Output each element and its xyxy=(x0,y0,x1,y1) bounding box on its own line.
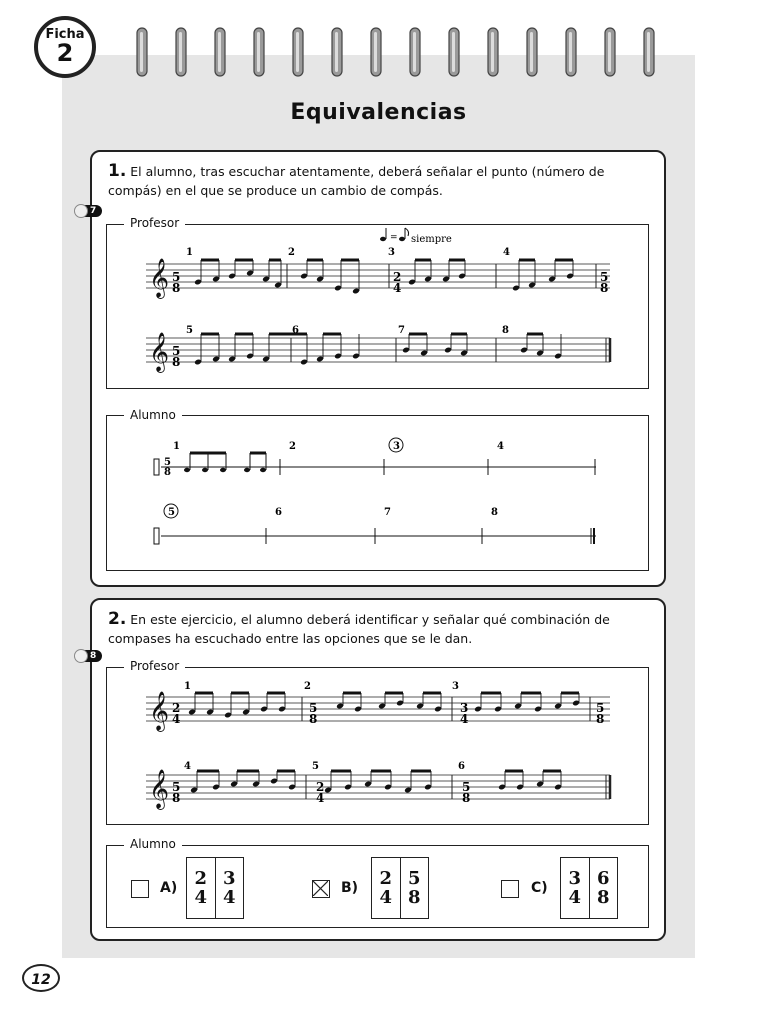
ts-num: 3 xyxy=(222,868,236,889)
option-b-letter: B) xyxy=(341,880,359,896)
ex2-profesor-score xyxy=(106,667,649,825)
measure-number: 6 xyxy=(275,507,282,518)
audio-track-7[interactable] xyxy=(74,204,102,218)
ex1-profesor-label: Profesor xyxy=(124,216,185,230)
option-b-checkbox[interactable] xyxy=(312,880,330,898)
time-sig-bottom: 4 xyxy=(172,712,181,726)
ficha-badge xyxy=(34,16,96,78)
time-sig-top: 5 xyxy=(164,457,171,468)
track-number: 8 xyxy=(84,650,102,662)
ts-num: 3 xyxy=(568,868,582,889)
time-sig-bottom: 8 xyxy=(172,281,181,295)
ex1-profesor-score xyxy=(106,224,649,389)
measure-number: 1 xyxy=(186,247,193,258)
time-sig-top: 5 xyxy=(309,701,318,715)
time-sig-top: 5 xyxy=(596,701,605,715)
binding-ring xyxy=(410,28,420,76)
time-sig-top: 2 xyxy=(172,701,181,715)
staff-line-2 xyxy=(146,332,610,373)
svg-text:𝄞: 𝄞 xyxy=(149,258,170,298)
tempo-marking xyxy=(380,228,452,245)
exercise-2-instruction xyxy=(108,610,653,648)
binding-ring xyxy=(254,28,264,76)
measure-number: 3 xyxy=(393,441,400,452)
time-sig-top: 2 xyxy=(316,780,325,794)
time-sig-top: 5 xyxy=(172,270,181,284)
measure-number: 1 xyxy=(184,681,191,692)
time-sig-bottom: 8 xyxy=(596,712,605,726)
time-sig-bottom: 8 xyxy=(462,791,471,805)
ex2-profesor-label: Profesor xyxy=(124,659,185,673)
measure-number: 8 xyxy=(491,507,498,518)
measure-number: 4 xyxy=(503,247,510,258)
measure-number: 1 xyxy=(173,441,180,452)
binding-ring xyxy=(605,28,615,76)
exercise-1-number: 1. xyxy=(108,161,127,181)
exercise-2-text: En este ejercicio, el alumno deberá identificar y señalar qué combinación de compases ha escuchado entre las opciones que se le dan. xyxy=(108,612,610,646)
binding-ring xyxy=(332,28,342,76)
binding-ring xyxy=(137,28,147,76)
measure-number: 6 xyxy=(458,761,465,772)
svg-text:𝄞: 𝄞 xyxy=(149,691,170,731)
time-sig-top: 5 xyxy=(172,780,181,794)
staff-line-1 xyxy=(146,258,610,299)
measure-number: 4 xyxy=(497,441,504,452)
ficha-label: Ficha xyxy=(45,27,85,42)
time-sig-top: 2 xyxy=(393,270,402,284)
time-sig-bottom: 8 xyxy=(309,712,318,726)
cd-icon xyxy=(74,204,88,218)
svg-text:=: = xyxy=(390,233,398,243)
ts-den: 8 xyxy=(596,887,610,908)
ex2-alumno-label: Alumno xyxy=(124,837,182,851)
ts-den: 4 xyxy=(379,887,393,908)
ts-num: 5 xyxy=(407,868,421,889)
binding-ring xyxy=(527,28,537,76)
page-title: Equivalencias xyxy=(290,100,467,125)
ts-num: 6 xyxy=(596,868,610,889)
measure-number: 4 xyxy=(184,761,191,772)
measure-number: 5 xyxy=(168,507,175,518)
time-sig-top: 3 xyxy=(460,701,469,715)
rhythm-notes xyxy=(184,453,266,472)
measure-number: 2 xyxy=(304,681,311,692)
measure-number: 7 xyxy=(384,507,391,518)
exercise-1-instruction xyxy=(108,162,653,200)
page-number: 12 xyxy=(22,964,60,992)
option-a-letter: A) xyxy=(160,880,178,896)
staff-line-1 xyxy=(146,691,610,732)
exercise-1-text: El alumno, tras escuchar atentamente, deberá señalar el punto (número de compás) en el que se produce un cambio de compás. xyxy=(108,164,605,198)
svg-text:𝄞: 𝄞 xyxy=(149,332,170,372)
measure-number: 3 xyxy=(388,247,395,258)
binding-ring xyxy=(293,28,303,76)
time-sig-top: 5 xyxy=(600,270,609,284)
ts-den: 4 xyxy=(194,887,208,908)
time-sig-top: 5 xyxy=(172,344,181,358)
binding-ring xyxy=(449,28,459,76)
ex1-alumno-label: Alumno xyxy=(124,408,182,422)
spiral-binding xyxy=(130,22,690,82)
ts-den: 4 xyxy=(222,887,236,908)
binding-ring xyxy=(215,28,225,76)
time-sig-bottom: 8 xyxy=(172,355,181,369)
time-sig-bottom: 4 xyxy=(393,281,402,295)
measure-number: 8 xyxy=(502,325,509,336)
measure-number: 2 xyxy=(288,247,295,258)
binding-ring xyxy=(371,28,381,76)
ts-den: 4 xyxy=(568,887,582,908)
ts-den: 8 xyxy=(407,887,421,908)
ex1-alumno-score xyxy=(106,415,649,571)
measure-number: 2 xyxy=(289,441,296,452)
track-number: 7 xyxy=(84,205,102,217)
exercise-2-number: 2. xyxy=(108,609,127,629)
measure-number: 6 xyxy=(292,325,299,336)
time-sig-bottom: 8 xyxy=(164,467,171,478)
cd-icon xyxy=(74,649,88,663)
binding-ring xyxy=(566,28,576,76)
audio-track-8[interactable] xyxy=(74,649,102,663)
tempo-text: siempre xyxy=(411,234,452,245)
svg-text:𝄞: 𝄞 xyxy=(149,769,170,809)
measure-number: 5 xyxy=(312,761,319,772)
staff-line-2 xyxy=(146,769,610,810)
time-sig-bottom: 4 xyxy=(316,791,325,805)
ts-num: 2 xyxy=(379,868,393,889)
option-c-signatures xyxy=(560,857,618,919)
binding-ring xyxy=(644,28,654,76)
binding-ring xyxy=(176,28,186,76)
time-sig-bottom: 8 xyxy=(600,281,609,295)
option-a-checkbox[interactable] xyxy=(131,880,149,898)
ficha-number: 2 xyxy=(56,39,74,67)
time-sig-bottom: 8 xyxy=(172,791,181,805)
option-c-letter: C) xyxy=(531,880,548,896)
option-b-signatures xyxy=(371,857,429,919)
check-cross-icon xyxy=(313,881,328,896)
time-sig-bottom: 4 xyxy=(460,712,469,726)
ts-num: 2 xyxy=(194,868,208,889)
measure-number: 7 xyxy=(398,325,405,336)
option-c-checkbox[interactable] xyxy=(501,880,519,898)
time-sig-top: 5 xyxy=(462,780,471,794)
measure-number: 5 xyxy=(186,325,193,336)
binding-ring xyxy=(488,28,498,76)
option-a-signatures xyxy=(186,857,244,919)
measure-number: 3 xyxy=(452,681,459,692)
